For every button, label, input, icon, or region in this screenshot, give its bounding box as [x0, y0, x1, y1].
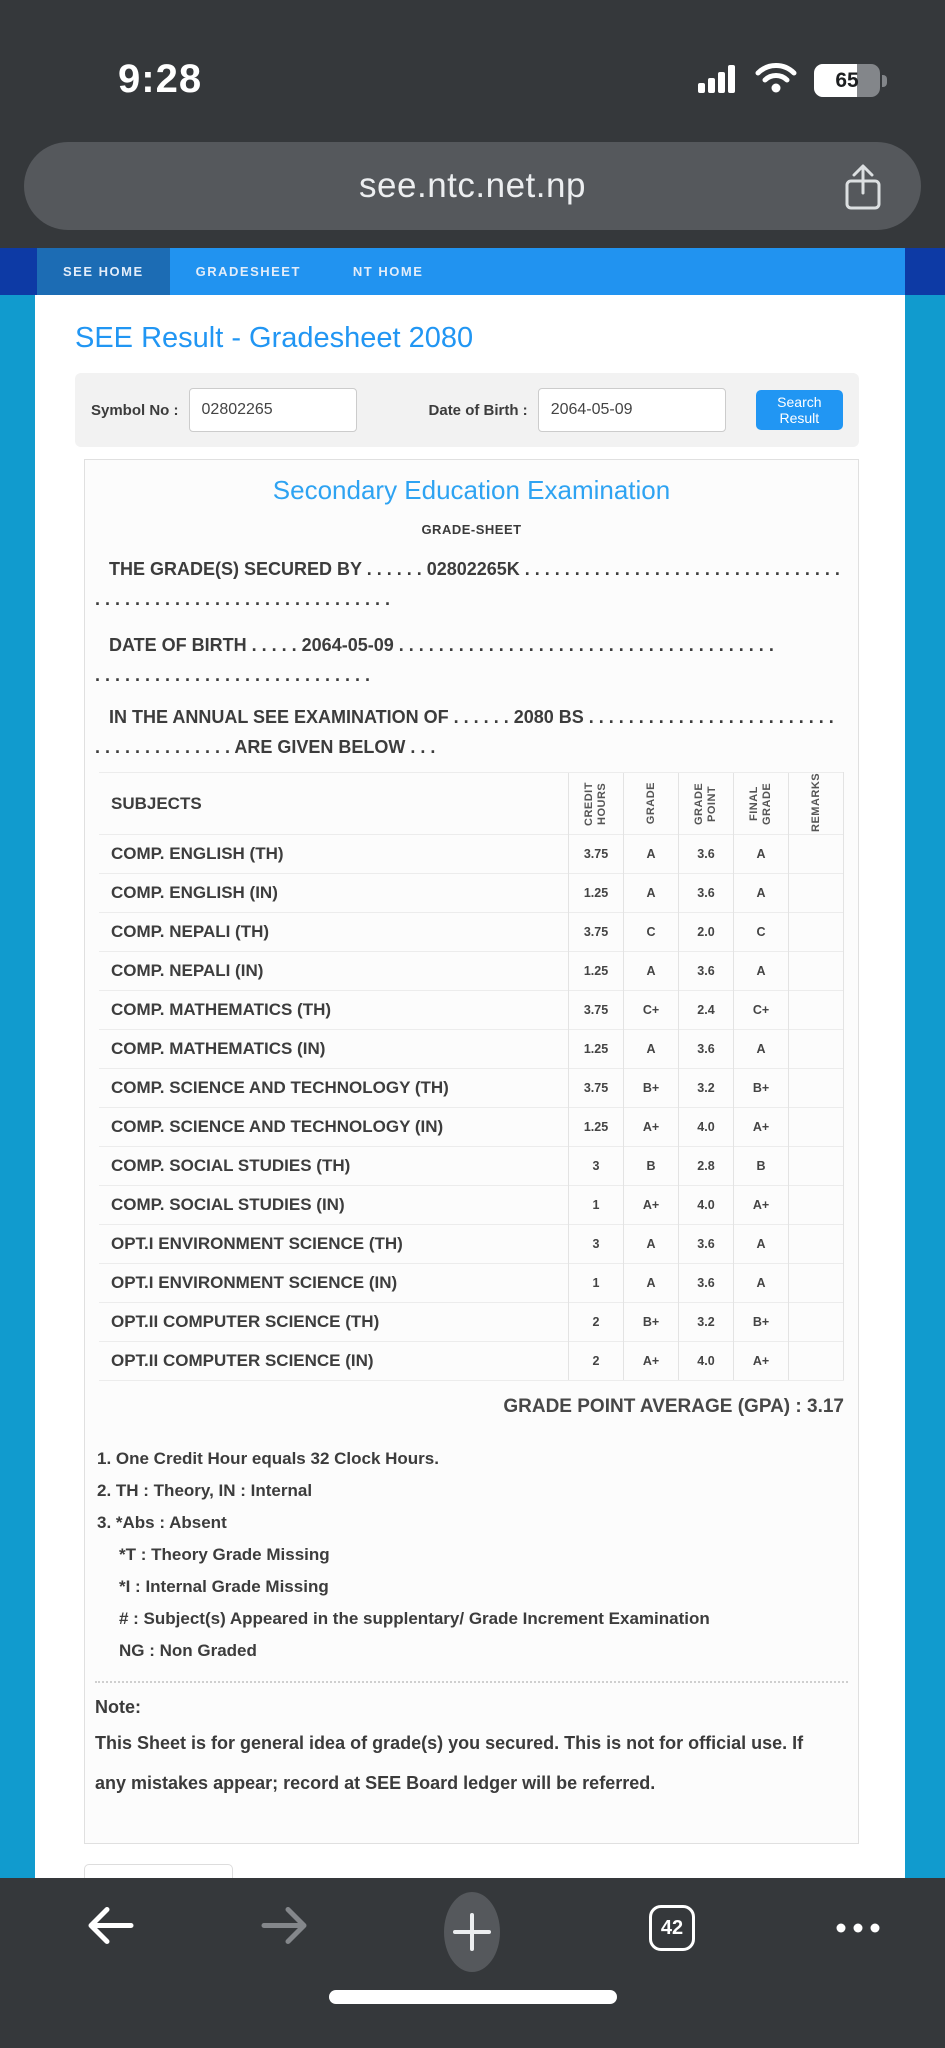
note-title: Note:	[95, 1697, 141, 1717]
table-row: COMP. SCIENCE AND TECHNOLOGY (IN) 1.25 A+ 4.0 A+	[99, 1108, 844, 1147]
date-of-birth-input[interactable]	[538, 388, 726, 432]
battery-percent: 65	[835, 69, 859, 92]
sheet-heading: Secondary Education Examination	[272, 475, 671, 505]
secured-by-paragraph	[95, 554, 848, 614]
navbar-menu	[37, 248, 905, 295]
gpa-line: GRADE POINT AVERAGE (GPA) : 3.17	[503, 1396, 844, 1417]
table-row: COMP. ENGLISH (IN) 1.25 A 3.6 A	[99, 874, 844, 913]
navbar-edge-right	[905, 248, 945, 295]
back-icon[interactable]	[83, 1904, 137, 1953]
symbol-no-input[interactable]	[189, 388, 357, 432]
cellular-signal-icon	[698, 61, 738, 100]
status-icons	[698, 61, 887, 104]
browser-toolbar	[0, 1878, 945, 2048]
table-row: COMP. ENGLISH (TH) 3.75 A 3.6 A	[99, 835, 844, 874]
dob-line1: DATE OF BIRTH . . . . . 2064-05-09 . . . . . . . . . . . . . . . . . . . . . . . . . . . . . . . . . . . . . .	[109, 635, 774, 655]
url-row	[0, 104, 945, 230]
note-item: NG : Non Graded	[119, 1641, 257, 1660]
symbol-no-label: Symbol No :	[91, 401, 179, 419]
grade-point-column-header: GRADE POINT	[679, 773, 734, 835]
examination-paragraph	[95, 702, 848, 762]
note-item: 3. *Abs : Absent	[97, 1513, 227, 1532]
note-item: 1. One Credit Hour equals 32 Clock Hours.	[97, 1449, 439, 1468]
exam-line2: . . . . . . . . . . . . . . ARE GIVEN BELOW . . .	[95, 737, 436, 757]
table-row: COMP. NEPALI (TH) 3.75 C 2.0 C	[99, 913, 844, 952]
webpage-viewport	[0, 248, 945, 1878]
page-title: SEE Result - Gradesheet 2080	[75, 322, 474, 354]
credit-hours-column-header: CREDIT HOURS	[569, 773, 624, 835]
tab-switcher-button[interactable]	[649, 1905, 695, 1951]
table-row: COMP. SOCIAL STUDIES (IN) 1 A+ 4.0 A+	[99, 1186, 844, 1225]
tab-count: 42	[649, 1905, 695, 1951]
status-bar	[0, 0, 945, 104]
note-item: *I : Internal Grade Missing	[119, 1577, 329, 1596]
table-row: COMP. NEPALI (IN) 1.25 A 3.6 A	[99, 952, 844, 991]
note-item: 2. TH : Theory, IN : Internal	[97, 1481, 313, 1500]
grade-column-header: GRADE	[624, 773, 679, 835]
page-content	[35, 295, 905, 1908]
final-grade-column-header: FINAL GRADE	[734, 773, 789, 835]
site-navbar	[0, 248, 945, 295]
remarks-column-header: REMARKS	[789, 773, 844, 835]
grades-table	[99, 772, 844, 1381]
date-of-birth-paragraph	[95, 630, 848, 690]
table-row: OPT.I ENVIRONMENT SCIENCE (IN) 1 A 3.6 A	[99, 1264, 844, 1303]
note-text: This Sheet is for general idea of grade(s) you secured. This is not for official use. If any mistakes appear; record at SEE Board ledger will be referred.	[95, 1733, 804, 1793]
secured-by-line2: . . . . . . . . . . . . . . . . . . . . . . . . . . . . . .	[95, 589, 391, 609]
secured-by-line1: THE GRADE(S) SECURED BY . . . . . . 02802265K . . . . . . . . . . . . . . . . . . . . . . . . . . . . . . . .	[109, 559, 840, 579]
grades-table-header-row	[99, 773, 844, 835]
dob-line2: . . . . . . . . . . . . . . . . . . . . . . . . . . . .	[95, 665, 371, 685]
gradesheet-card	[84, 459, 859, 1844]
browser-chrome-top	[0, 0, 945, 248]
sheet-subheading: GRADE-SHEET	[421, 522, 522, 537]
dotted-separator	[95, 1681, 848, 1683]
exam-line1: IN THE ANNUAL SEE EXAMINATION OF . . . . . . 2080 BS . . . . . . . . . . . . . . . . . . . . . . . . .	[109, 707, 834, 727]
plus-icon	[451, 1911, 493, 1953]
search-result-button[interactable]: Search Result	[756, 390, 843, 430]
table-row: COMP. SOCIAL STUDIES (TH) 3 B 2.8 B	[99, 1147, 844, 1186]
table-row: OPT.II COMPUTER SCIENCE (IN) 2 A+ 4.0 A+	[99, 1342, 844, 1381]
navbar-edge-left	[0, 248, 37, 295]
nav-item-see-home[interactable]: SEE HOME	[37, 248, 170, 295]
search-form	[75, 373, 859, 447]
home-indicator[interactable]	[329, 1990, 617, 2004]
table-row: COMP. MATHEMATICS (IN) 1.25 A 3.6 A	[99, 1030, 844, 1069]
note-item: # : Subject(s) Appeared in the supplentary/ Grade Increment Examination	[119, 1609, 710, 1628]
new-tab-button[interactable]	[444, 1892, 500, 1972]
forward-icon[interactable]	[258, 1904, 312, 1953]
subjects-column-header: SUBJECTS	[99, 773, 569, 835]
table-row: OPT.I ENVIRONMENT SCIENCE (TH) 3 A 3.6 A	[99, 1225, 844, 1264]
table-row: OPT.II COMPUTER SCIENCE (TH) 2 B+ 3.2 B+	[99, 1303, 844, 1342]
share-icon[interactable]	[839, 162, 887, 219]
table-row: COMP. SCIENCE AND TECHNOLOGY (TH) 3.75 B+ 3.2 B+	[99, 1069, 844, 1108]
battery-icon	[814, 64, 887, 97]
date-of-birth-label: Date of Birth :	[428, 401, 528, 419]
nav-item-nt-home[interactable]: NT HOME	[352, 264, 424, 279]
menu-ellipsis-icon[interactable]	[837, 1924, 880, 1933]
address-bar[interactable]	[24, 142, 921, 230]
status-time: 9:28	[118, 57, 203, 101]
notes-list	[97, 1443, 848, 1667]
table-row: COMP. MATHEMATICS (TH) 3.75 C+ 2.4 C+	[99, 991, 844, 1030]
url-text: see.ntc.net.np	[359, 166, 586, 205]
nav-item-gradesheet[interactable]: GRADESHEET	[195, 264, 301, 279]
note-item: *T : Theory Grade Missing	[119, 1545, 330, 1564]
wifi-icon	[754, 61, 798, 100]
